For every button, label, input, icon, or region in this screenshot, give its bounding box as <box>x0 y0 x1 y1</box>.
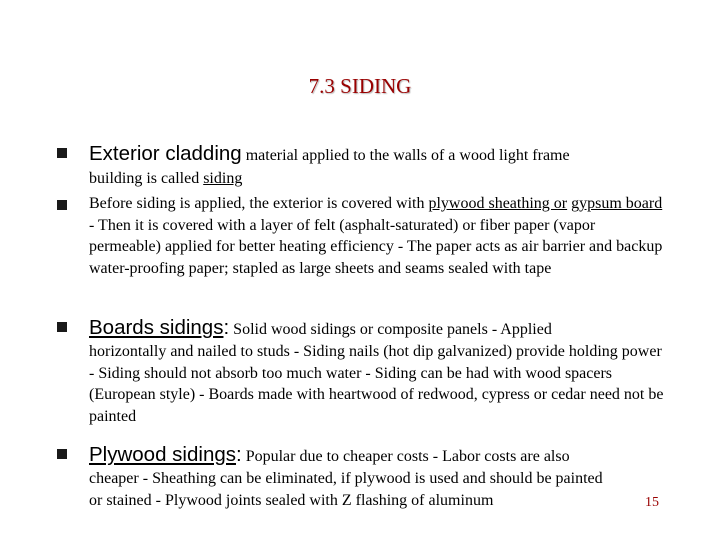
bullet-continuation: cheaper - Sheathing can be eliminated, if plywood is used and should be painted or stained - Plywood joints sealed with Z flashing of aluminum <box>89 470 603 509</box>
bullet-text: Plywood sidings: Popular due to cheaper costs - Labor costs are also <box>89 443 570 466</box>
square-bullet-icon <box>57 148 67 158</box>
bullet-lead-term: Boards sidings <box>89 316 224 339</box>
underlined-term: siding <box>203 170 243 187</box>
slide-title: 7.3 SIDING <box>308 74 412 98</box>
underlined-term: plywood sheathing or <box>428 195 568 212</box>
bullet-text: Before siding is applied, the exterior is covered with plywood sheathing or gypsum board - Then it is covered with a layer of felt (asphalt-saturated) or fiber paper (vapor permeable) applied for better heating efficiency - The paper acts as air barrier and backup water-proofing paper; stapled as large sheets and seams sealed with tape <box>89 195 663 278</box>
bullet-continuation: building is called siding <box>89 170 243 187</box>
bullet-lead-term: Exterior cladding <box>89 142 242 165</box>
bullet-lead-rest: Popular due to cheaper costs - Labor costs are also <box>241 448 570 465</box>
bullet-lead-rest: material applied to the walls of a wood light frame <box>241 147 570 164</box>
bullet-lead-rest: Solid wood sidings or composite panels - Applied <box>229 321 552 338</box>
bullet-text: Boards sidings: Solid wood sidings or composite panels - Applied <box>89 316 552 339</box>
square-bullet-icon <box>57 322 67 332</box>
page-number: 15 <box>645 495 659 510</box>
bullet-text <box>89 139 669 170</box>
square-bullet-icon <box>57 200 67 210</box>
square-bullet-icon <box>57 449 67 459</box>
underlined-term: gypsum board <box>571 195 663 212</box>
bullet-lead-term: Plywood sidings <box>89 443 236 466</box>
bullet-continuation: horizontally and nailed to studs - Siding nails (hot dip galvanized) provide holding power - Siding should not absorb too much water - Siding can be had with wood spacers (European style) - Boards made with heartwood of redwood, cypress or cedar need not be painted <box>89 343 664 426</box>
